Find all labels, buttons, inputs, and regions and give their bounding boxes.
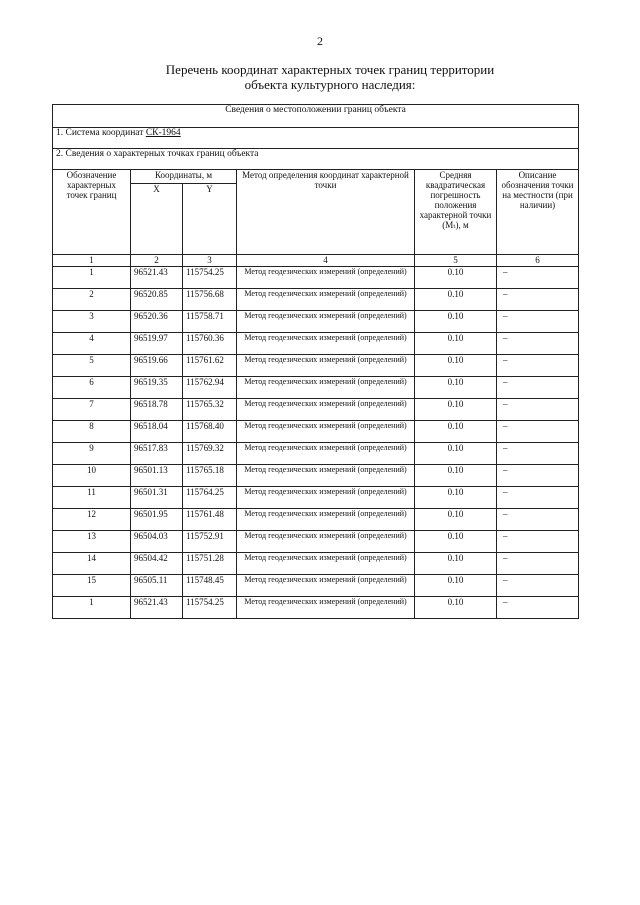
- x-coordinate-cell: 96501.31: [131, 487, 183, 509]
- error-cell: 0.10: [415, 421, 497, 443]
- method-cell: Метод геодезических измерений (определений): [237, 355, 415, 377]
- document-title: [0, 62, 640, 92]
- table-row: [53, 509, 579, 531]
- error-cell: 0.10: [415, 289, 497, 311]
- table-row: [53, 355, 579, 377]
- coordinates-table: [52, 104, 579, 619]
- page-number: 2: [317, 34, 323, 48]
- table-row: [53, 575, 579, 597]
- description-cell: –: [497, 553, 579, 575]
- y-coordinate-cell: 115768.40: [183, 421, 237, 443]
- method-cell: Метод геодезических измерений (определений): [237, 487, 415, 509]
- description-cell: –: [497, 377, 579, 399]
- method-cell: Метод геодезических измерений (определений): [237, 377, 415, 399]
- point-id-cell: 12: [53, 509, 131, 531]
- error-cell: 0.10: [415, 553, 497, 575]
- x-coordinate-cell: 96521.43: [131, 267, 183, 289]
- method-cell: Метод геодезических измерений (определений): [237, 597, 415, 619]
- y-coordinate-cell: 115754.25: [183, 597, 237, 619]
- error-cell: 0.10: [415, 443, 497, 465]
- x-coordinate-cell: 96520.36: [131, 311, 183, 333]
- col-y-header: Y: [183, 184, 237, 255]
- x-coordinate-cell: 96519.35: [131, 377, 183, 399]
- col-designation-header: Обозначение характерных точек границ: [53, 170, 131, 255]
- point-id-cell: 14: [53, 553, 131, 575]
- x-coordinate-cell: 96521.43: [131, 597, 183, 619]
- table-row: [53, 465, 579, 487]
- method-cell: Метод геодезических измерений (определений): [237, 333, 415, 355]
- point-id-cell: 6: [53, 377, 131, 399]
- y-coordinate-cell: 115769.32: [183, 443, 237, 465]
- x-coordinate-cell: 96504.03: [131, 531, 183, 553]
- error-cell: 0.10: [415, 487, 497, 509]
- method-cell: Метод геодезических измерений (определений): [237, 575, 415, 597]
- coord-system-name: СК-1964: [145, 128, 181, 138]
- y-coordinate-cell: 115760.36: [183, 333, 237, 355]
- column-number: 5: [415, 255, 497, 267]
- column-number: 2: [131, 255, 183, 267]
- column-number: 3: [183, 255, 237, 267]
- column-number: 6: [497, 255, 579, 267]
- column-number: 4: [237, 255, 415, 267]
- y-coordinate-cell: 115748.45: [183, 575, 237, 597]
- error-cell: 0.10: [415, 333, 497, 355]
- point-id-cell: 1: [53, 267, 131, 289]
- section-header: Сведения о местоположении границ объекта: [53, 105, 579, 128]
- description-cell: –: [497, 531, 579, 553]
- table-row: [53, 399, 579, 421]
- title-line-2: объекта культурного наследия:: [244, 77, 416, 92]
- method-cell: Метод геодезических измерений (определений): [237, 531, 415, 553]
- y-coordinate-cell: 115762.94: [183, 377, 237, 399]
- description-cell: –: [497, 443, 579, 465]
- point-id-cell: 2: [53, 289, 131, 311]
- error-cell: 0.10: [415, 377, 497, 399]
- col-coordinates-header: Координаты, м: [131, 170, 237, 184]
- point-id-cell: 7: [53, 399, 131, 421]
- point-id-cell: 1: [53, 597, 131, 619]
- table-row: [53, 443, 579, 465]
- x-coordinate-cell: 96519.66: [131, 355, 183, 377]
- point-id-cell: 5: [53, 355, 131, 377]
- error-cell: 0.10: [415, 575, 497, 597]
- x-coordinate-cell: 96504.42: [131, 553, 183, 575]
- point-id-cell: 13: [53, 531, 131, 553]
- description-cell: –: [497, 465, 579, 487]
- method-cell: Метод геодезических измерений (определений): [237, 465, 415, 487]
- y-coordinate-cell: 115754.25: [183, 267, 237, 289]
- method-cell: Метод геодезических измерений (определений): [237, 311, 415, 333]
- x-coordinate-cell: 96518.04: [131, 421, 183, 443]
- y-coordinate-cell: 115764.25: [183, 487, 237, 509]
- x-coordinate-cell: 96505.11: [131, 575, 183, 597]
- error-cell: 0.10: [415, 509, 497, 531]
- description-cell: –: [497, 421, 579, 443]
- column-number: 1: [53, 255, 131, 267]
- table-row: [53, 289, 579, 311]
- column-numbers-row: [53, 255, 579, 267]
- method-cell: Метод геодезических измерений (определений): [237, 509, 415, 531]
- y-coordinate-cell: 115752.91: [183, 531, 237, 553]
- table-row: [53, 377, 579, 399]
- description-cell: –: [497, 399, 579, 421]
- point-id-cell: 8: [53, 421, 131, 443]
- col-error-header: Средняя квадратическая погрешность положения характерной точки (Mₜ), м: [415, 170, 497, 255]
- x-coordinate-cell: 96501.95: [131, 509, 183, 531]
- table-row: [53, 421, 579, 443]
- table-row: [53, 553, 579, 575]
- description-cell: –: [497, 333, 579, 355]
- point-id-cell: 4: [53, 333, 131, 355]
- method-cell: Метод геодезических измерений (определений): [237, 267, 415, 289]
- error-cell: 0.10: [415, 355, 497, 377]
- point-id-cell: 11: [53, 487, 131, 509]
- y-coordinate-cell: 115761.62: [183, 355, 237, 377]
- error-cell: 0.10: [415, 267, 497, 289]
- x-coordinate-cell: 96518.78: [131, 399, 183, 421]
- description-cell: –: [497, 509, 579, 531]
- col-method-header: Метод определения координат характерной точки: [237, 170, 415, 255]
- coord-system-prefix: 1. Система координат: [56, 128, 146, 138]
- point-id-cell: 10: [53, 465, 131, 487]
- method-cell: Метод геодезических измерений (определений): [237, 289, 415, 311]
- col-description-header: Описание обозначения точки на местности (при наличии): [497, 170, 579, 255]
- y-coordinate-cell: 115751.28: [183, 553, 237, 575]
- error-cell: 0.10: [415, 311, 497, 333]
- description-cell: –: [497, 597, 579, 619]
- table-row: [53, 597, 579, 619]
- title-line-1: Перечень координат характерных точек границ территории: [165, 62, 495, 77]
- error-cell: 0.10: [415, 531, 497, 553]
- description-cell: –: [497, 487, 579, 509]
- table-row: [53, 333, 579, 355]
- y-coordinate-cell: 115756.68: [183, 289, 237, 311]
- description-cell: –: [497, 311, 579, 333]
- method-cell: Метод геодезических измерений (определений): [237, 443, 415, 465]
- description-cell: –: [497, 575, 579, 597]
- y-coordinate-cell: 115765.18: [183, 465, 237, 487]
- col-x-header: X: [131, 184, 183, 255]
- x-coordinate-cell: 96501.13: [131, 465, 183, 487]
- table-row: [53, 311, 579, 333]
- description-cell: –: [497, 355, 579, 377]
- x-coordinate-cell: 96520.85: [131, 289, 183, 311]
- points-header: 2. Сведения о характерных точках границ объекта: [53, 149, 579, 170]
- description-cell: –: [497, 267, 579, 289]
- error-cell: 0.10: [415, 399, 497, 421]
- y-coordinate-cell: 115765.32: [183, 399, 237, 421]
- method-cell: Метод геодезических измерений (определений): [237, 399, 415, 421]
- method-cell: Метод геодезических измерений (определений): [237, 421, 415, 443]
- point-id-cell: 3: [53, 311, 131, 333]
- x-coordinate-cell: 96517.83: [131, 443, 183, 465]
- point-id-cell: 15: [53, 575, 131, 597]
- coord-system-row: [53, 128, 579, 149]
- y-coordinate-cell: 115761.48: [183, 509, 237, 531]
- point-id-cell: 9: [53, 443, 131, 465]
- y-coordinate-cell: 115758.71: [183, 311, 237, 333]
- error-cell: 0.10: [415, 597, 497, 619]
- error-cell: 0.10: [415, 465, 497, 487]
- table-row: [53, 267, 579, 289]
- table-row: [53, 531, 579, 553]
- table-row: [53, 487, 579, 509]
- x-coordinate-cell: 96519.97: [131, 333, 183, 355]
- description-cell: –: [497, 289, 579, 311]
- method-cell: Метод геодезических измерений (определений): [237, 553, 415, 575]
